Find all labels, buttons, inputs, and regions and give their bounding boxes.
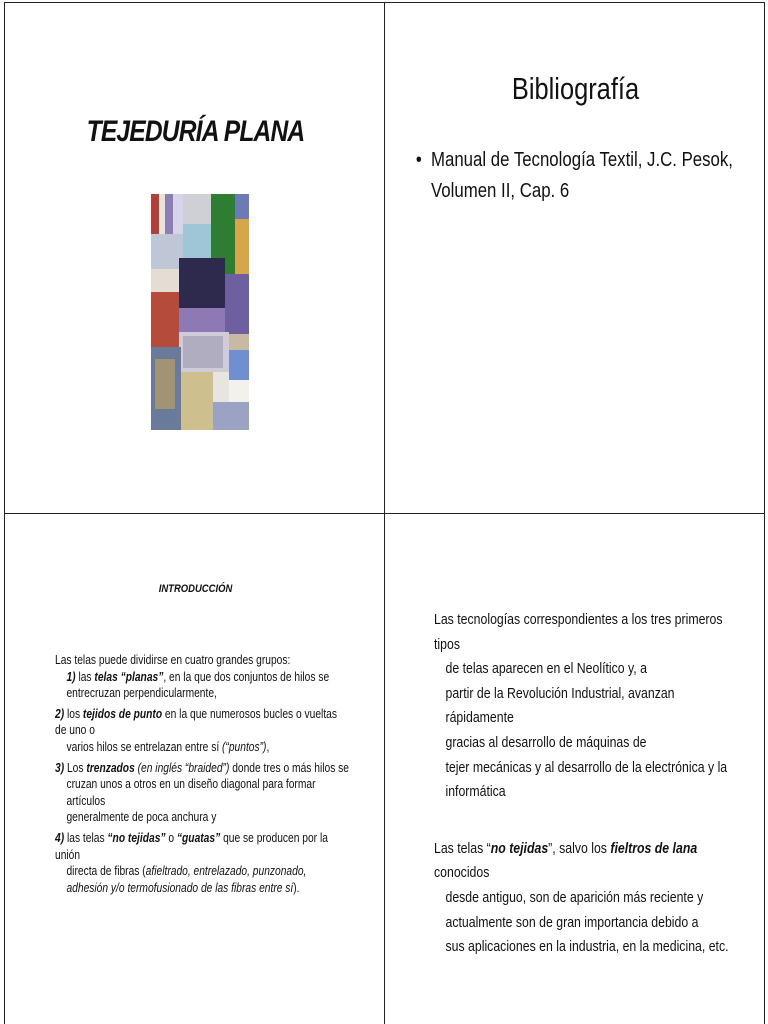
list-item: 2) los tejidos de punto en la que numerosos bucles o vueltas de uno o [55, 706, 338, 738]
bullet: • [415, 149, 422, 171]
list-item: 1) las telas “planas”, en la que dos conjuntos de hilos se [66, 669, 330, 684]
bibliography-line: Volumen II, Cap. 6 [431, 180, 570, 202]
intro-lead: Las telas puede dividirse en cuatro grandes grupos: [55, 653, 291, 667]
bibliography-list [415, 145, 733, 207]
list-item-cont: generalmente de poca anchura y [66, 810, 217, 825]
list-item-cont: varios hilos se entrelazan entre sí (“puntos”), [66, 739, 270, 754]
slide-title: TEJEDURÍA PLANA [86, 115, 305, 148]
paragraph-line: sus aplicaciones en la industria, en la medicina, etc. [445, 938, 729, 956]
paragraph-line: de telas aparecen en el Neolítico y, a [445, 660, 647, 678]
slide-2 [384, 2, 765, 514]
list-item: 3) Los trenzados (en inglés “braided”) donde tres o más hilos se [55, 760, 350, 775]
list-item: 4) las telas “no tejidas” o “guatas” que se producen por la unión [55, 830, 328, 862]
fabric-swatches-image [151, 194, 249, 430]
section-heading: INTRODUCCIÓN [158, 583, 233, 595]
list-item-cont: cruzan unos a otros en un diseño diagonal para formar artículos [66, 777, 316, 808]
slide-3 [4, 513, 385, 1024]
paragraph-line: informática [445, 783, 506, 801]
paragraph-line: Las telas “no tejidas”, salvo los fieltros de lana conocidos [434, 839, 698, 882]
slide-title: Bibliografía [511, 71, 640, 106]
paragraph-line: gracias al desarrollo de máquinas de [445, 733, 647, 751]
list-item-cont: adhesión y/o termofusionado de las fibras entre sí). [66, 880, 300, 895]
intro-text [55, 652, 350, 896]
list-item-cont: entrecruzan perpendicularmente, [66, 686, 217, 701]
paragraph-line: Las tecnologías correspondientes a los tres primeros tipos [434, 611, 723, 653]
body-text [434, 608, 737, 960]
paragraph-line: actualmente son de gran importancia debido a [445, 913, 699, 931]
slide-4 [384, 513, 765, 1024]
paragraph-line: partir de la Revolución Industrial, avanzan rápidamente [445, 684, 675, 727]
paragraph-line: desde antiguo, son de aparición más reciente y [445, 888, 704, 906]
list-item-cont: directa de fibras (afieltrado, entrelazado, punzonado, [66, 864, 307, 879]
bibliography-line: Manual de Tecnología Textil, J.C. Pesok, [431, 149, 733, 171]
paragraph-line: tejer mecánicas y al desarrollo de la electrónica y la [445, 758, 728, 776]
slide-1 [4, 2, 385, 514]
